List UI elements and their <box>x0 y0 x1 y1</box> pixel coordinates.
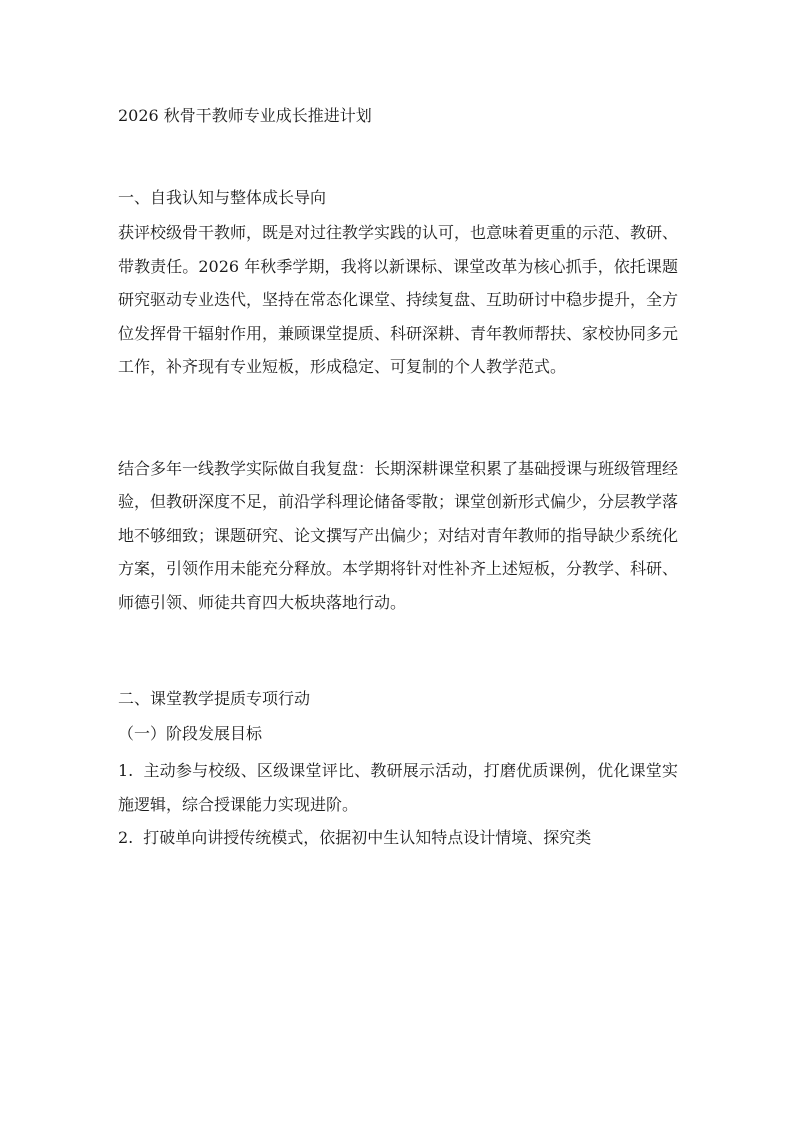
spacer <box>118 128 678 186</box>
document-body <box>118 104 678 855</box>
section-1-heading: 一、自我认知与整体成长导向 <box>118 188 327 207</box>
spacer <box>118 619 678 653</box>
section-1-paragraph-2: 结合多年一线教学实际做自我复盘：长期深耕课堂积累了基础授课与班级管理经验，但教研深度不足，前沿学科理论储备零散；课堂创新形式偏少，分层教学落地不够细致；课题研究、论文撰写产出偏少；对结对青年教师的指导缺少系统化方案，引领作用未能充分释放。本学期将针对性补齐上述短板，分教学、科研、师德引领、师徒共育四大板块落地行动。 <box>118 458 679 612</box>
section-2-heading: 二、课堂教学提质专项行动 <box>118 689 311 708</box>
list-item-text: 打破单向讲授传统模式，依据初中生认知特点设计情境、探究类 <box>143 828 592 847</box>
spacer <box>118 418 678 452</box>
spacer <box>118 384 678 418</box>
list-item-text: 主动参与校级、区级课堂评比、教研展示活动，打磨优质课例，优化课堂实施逻辑，综合授课能力实现进阶。 <box>118 761 678 814</box>
list-item <box>118 754 678 821</box>
section-1-paragraph-1: 获评校级骨干教师，既是对过往教学实践的认可，也意味着更重的示范、教研、带教责任。2026 年秋季学期，我将以新课标、课堂改革为核心抓手，依托课题研究驱动专业迭代，坚持在常态化课堂、持续复盘、互助研讨中稳步提升，全方位发挥骨干辐射作用，兼顾课堂提质、科研深耕、青年教师帮扶、家校协同多元工作，补齐现有专业短板，形成稳定、可复制的个人教学范式。 <box>118 223 679 376</box>
section-2-subheading: （一）阶段发展目标 <box>118 724 263 743</box>
list-item <box>118 821 678 855</box>
list-item-number: 1. <box>118 761 134 780</box>
list-item-number: 2. <box>118 828 134 847</box>
document-title: 2026 秋骨干教师专业成长推进计划 <box>118 106 372 125</box>
spacer <box>118 653 678 687</box>
